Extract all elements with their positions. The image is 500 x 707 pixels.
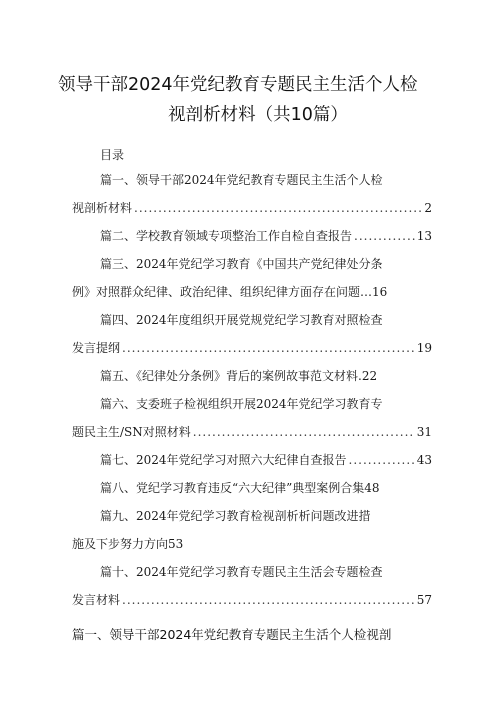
toc-entry-4[interactable] bbox=[72, 310, 432, 366]
toc-entry-title-cont: 施及下步努力方向 bbox=[72, 537, 169, 551]
toc-page-number: 43 bbox=[416, 453, 432, 467]
table-of-contents bbox=[72, 170, 432, 618]
toc-entry-title: 篇六、支委班子检视组织开展2024年党纪学习教育专 bbox=[100, 397, 383, 411]
toc-entry-1[interactable] bbox=[72, 170, 432, 226]
leader-dots bbox=[354, 226, 415, 254]
toc-entry-title: 篇二、学校教育领域专项整治工作自检自查报告 bbox=[100, 229, 353, 243]
toc-entry-title-cont: 例》对照群众纪律、政治纪律、组织纪律方面存在问题… bbox=[72, 285, 373, 299]
toc-entry-title: 篇八、党纪学习教育违反“六大纪律”典型案例合集 bbox=[100, 481, 365, 495]
toc-entry-2[interactable] bbox=[72, 226, 432, 254]
toc-entry-6[interactable] bbox=[72, 394, 432, 450]
leader-dots bbox=[122, 338, 415, 366]
toc-entry-9[interactable] bbox=[72, 506, 432, 562]
leader-dots bbox=[349, 450, 415, 478]
toc-entry-10[interactable] bbox=[72, 562, 432, 618]
toc-entry-title: 篇一、领导干部2024年党纪教育专题民主生活个人检 bbox=[100, 173, 383, 187]
leader-dots bbox=[122, 590, 415, 618]
toc-entry-7[interactable] bbox=[72, 450, 432, 478]
document-title bbox=[58, 70, 458, 130]
title-line-1: 领导干部2024年党纪教育专题民主生活个人检 bbox=[58, 75, 418, 95]
toc-entry-title: 篇十、2024年党纪学习教育专题民主生活会专题检查 bbox=[100, 565, 383, 579]
leader-dot: . bbox=[358, 369, 362, 383]
toc-entry-title: 篇五、《纪律处分条例》背后的案例故事范文材料 bbox=[100, 369, 359, 383]
toc-heading: 目录 bbox=[100, 148, 125, 162]
leader-dots bbox=[134, 198, 422, 226]
toc-page-number: 53 bbox=[168, 537, 184, 551]
toc-entry-title-cont: 视剖析材料 bbox=[72, 201, 133, 215]
toc-entry-title-cont: 题民主生/SN对照材料 bbox=[72, 425, 191, 439]
toc-entry-title: 篇七、2024年党纪学习对照六大纪律自查报告 bbox=[100, 453, 347, 467]
toc-page-number: 22 bbox=[361, 369, 378, 383]
leader-dots bbox=[193, 422, 415, 450]
toc-page-number: 48 bbox=[364, 481, 380, 495]
title-line-2: 视剖析材料（共10篇） bbox=[168, 105, 348, 125]
toc-entry-title-cont: 发言提纲 bbox=[72, 341, 121, 355]
toc-page-number: 16 bbox=[372, 285, 388, 299]
toc-entry-5[interactable] bbox=[72, 366, 432, 394]
section-heading: 篇一、领导干部2024年党纪教育专题民主生活个人检视剖 bbox=[72, 627, 392, 642]
toc-entry-3[interactable] bbox=[72, 254, 432, 310]
toc-page-number: 19 bbox=[416, 341, 432, 355]
toc-entry-8[interactable] bbox=[72, 478, 432, 506]
toc-page-number: 31 bbox=[416, 425, 432, 439]
toc-entry-title: 篇三、2024年党纪学习教育《中国共产党纪律处分条 bbox=[100, 257, 383, 271]
toc-entry-title-cont: 发言材料 bbox=[72, 593, 121, 607]
toc-entry-title: 篇九、2024年党纪学习教育检视剖析析问题改进措 bbox=[100, 509, 371, 523]
toc-page-number: 57 bbox=[416, 593, 432, 607]
toc-entry-title: 篇四、2024年度组织开展党规党纪学习教育对照检查 bbox=[100, 313, 383, 327]
toc-page-number: 2 bbox=[424, 201, 432, 215]
toc-page-number: 13 bbox=[416, 229, 432, 243]
